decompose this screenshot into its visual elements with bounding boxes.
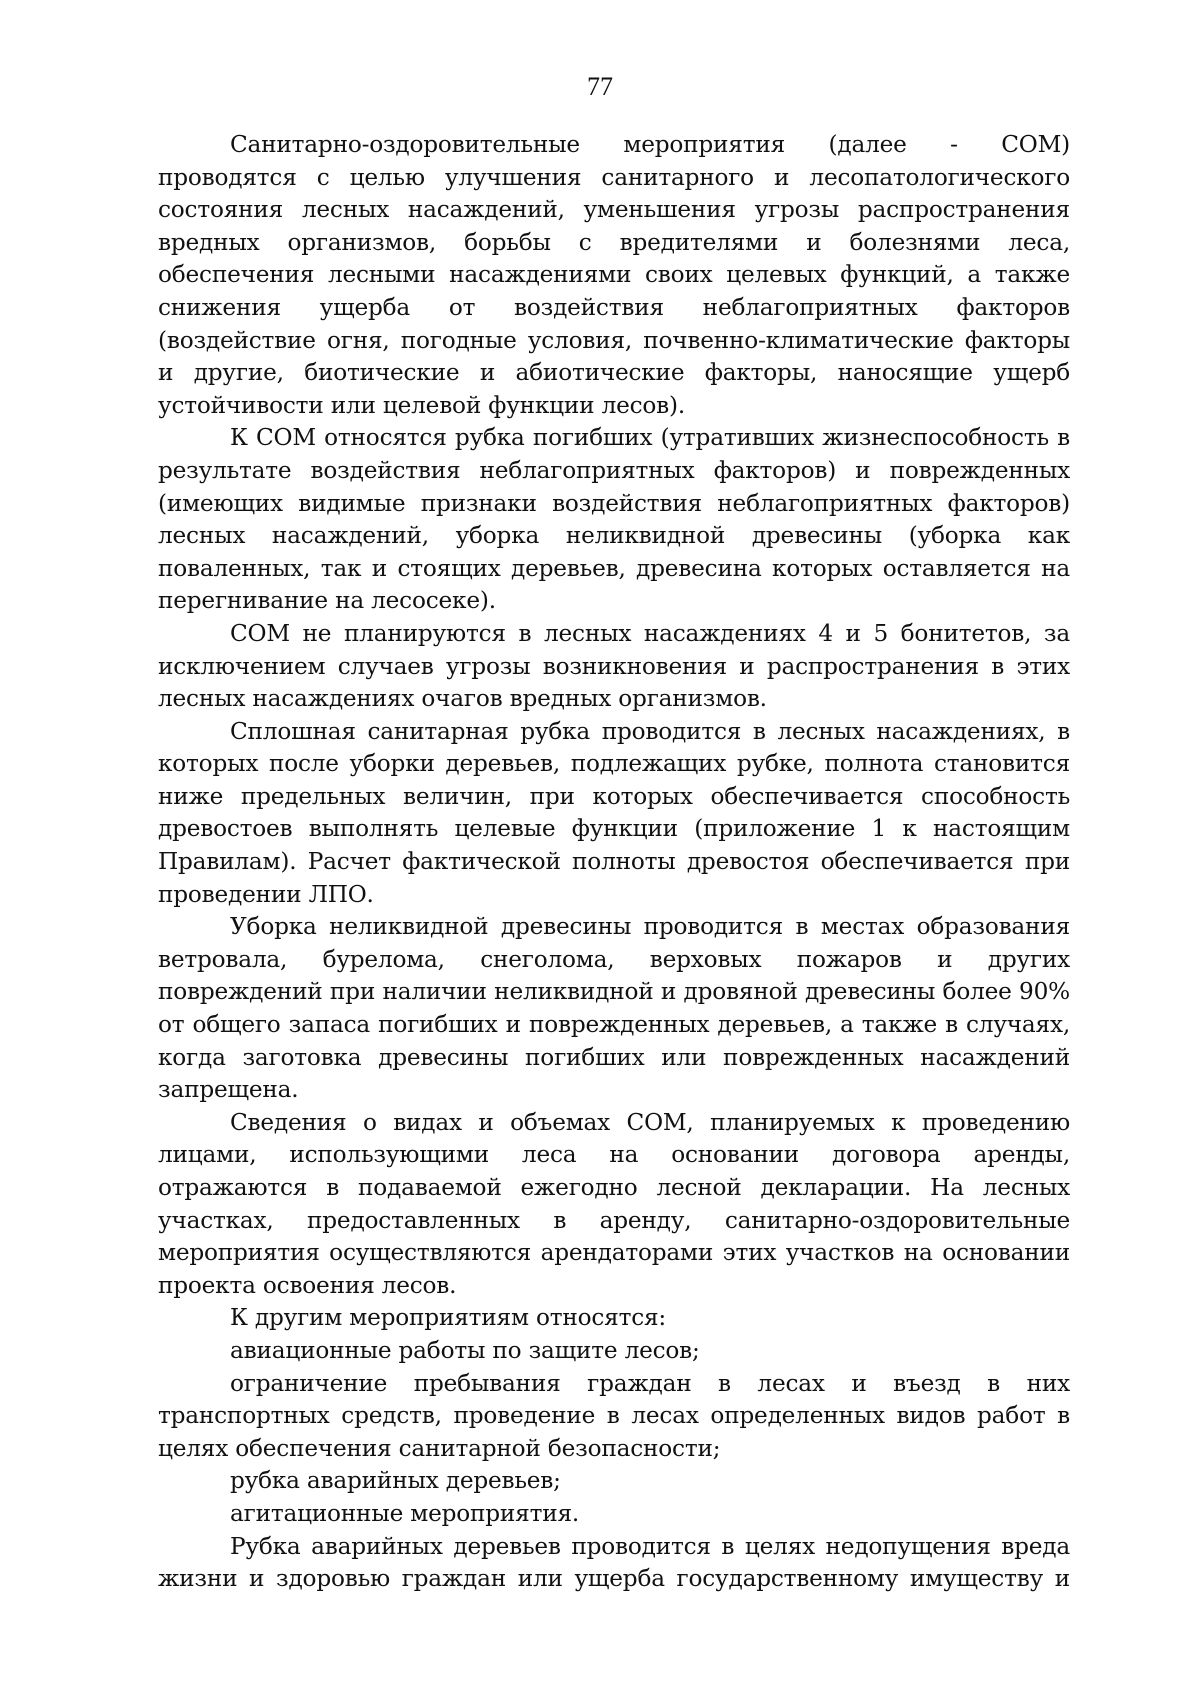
paragraph-som-not-planned: СОМ не планируются в лесных насаждениях 4 и 5 бонитетов, за исключением случаев угрозы возникновения и распространения в этих лесных насаждениях очагов вредных организмов. (158, 619, 1070, 713)
paragraph-illiquid-wood-removal: Уборка неликвидной древесины проводится в местах образования ветровала, бурелома, снеголома, верховых пожаров и других повреждений при наличии неликвидной и дровяной древесины более 90% от общего запаса погибших и поврежденных деревьев, а также в случаях, когда заготовка древесины погибших или поврежденных насаждений запрещена. (158, 913, 1070, 1104)
paragraph-som-definition: Санитарно-оздоровительные мероприятия (далее - СОМ) проводятся с целью улучшения санитарного и лесопатологического состояния лесных насаждений, уменьшения угрозы распространения вредных организмов, борьбы с вредителями и болезнями леса, обеспечения лесными насаждениями своих целевых функций, а также снижения ущерба от воздействия неблагоприятных факторов (воздействие огня, погодные условия, почвенно-климатические факторы и другие, биотические и абиотические факторы, наносящие ущерб устойчивости или целевой функции лесов). (158, 131, 1070, 419)
page-number: 77 (587, 72, 613, 101)
list-item-outreach-measures: агитационные мероприятия. (230, 1499, 580, 1527)
list-item-hazard-tree-cutting: рубка аварийных деревьев; (230, 1467, 561, 1495)
paragraph-clear-sanitary-cutting: Сплошная санитарная рубка проводится в лесных насаждениях, в которых после уборки деревьев, подлежащих рубке, полнота становится ниже предельных величин, при которых обеспечивается способность древостоев выполнять целевые функции (приложение 1 к настоящим Правилам). Расчет фактической полноты древостоя обеспечивается при проведении ЛПО. (158, 717, 1070, 908)
document-body (158, 129, 1070, 1596)
list-item-aviation-works: авиационные работы по защите лесов; (230, 1336, 700, 1364)
paragraph-lease-information: Сведения о видах и объемах СОМ, планируемых к проведению лицами, использующими леса на основании договора аренды, отражаются в подаваемой ежегодно лесной декларации. На лесных участках, предоставленных в аренду, санитарно-оздоровительные мероприятия осуществляются арендаторами этих участков на основании проекта освоения лесов. (158, 1108, 1070, 1299)
list-item-access-restriction: ограничение пребывания граждан в лесах и въезд в них транспортных средств, проведение в лесах определенных видов работ в целях обеспечения санитарной безопасности; (158, 1369, 1070, 1462)
paragraph-hazard-tree-cutting: Рубка аварийных деревьев проводится в целях недопущения вреда жизни и здоровью граждан или ущерба государственному имуществу и (158, 1532, 1070, 1593)
paragraph-other-measures-intro: К другим мероприятиям относятся: (230, 1304, 667, 1332)
paragraph-som-includes: К СОМ относятся рубка погибших (утративших жизнеспособность в результате воздействия неблагоприятных факторов) и поврежденных (имеющих видимые признаки воздействия неблагоприятных факторов) лесных насаждений, уборка неликвидной древесины (уборка как поваленных, так и стоящих деревьев, древесина которых оставляется на перегнивание на лесосеке). (158, 424, 1070, 615)
